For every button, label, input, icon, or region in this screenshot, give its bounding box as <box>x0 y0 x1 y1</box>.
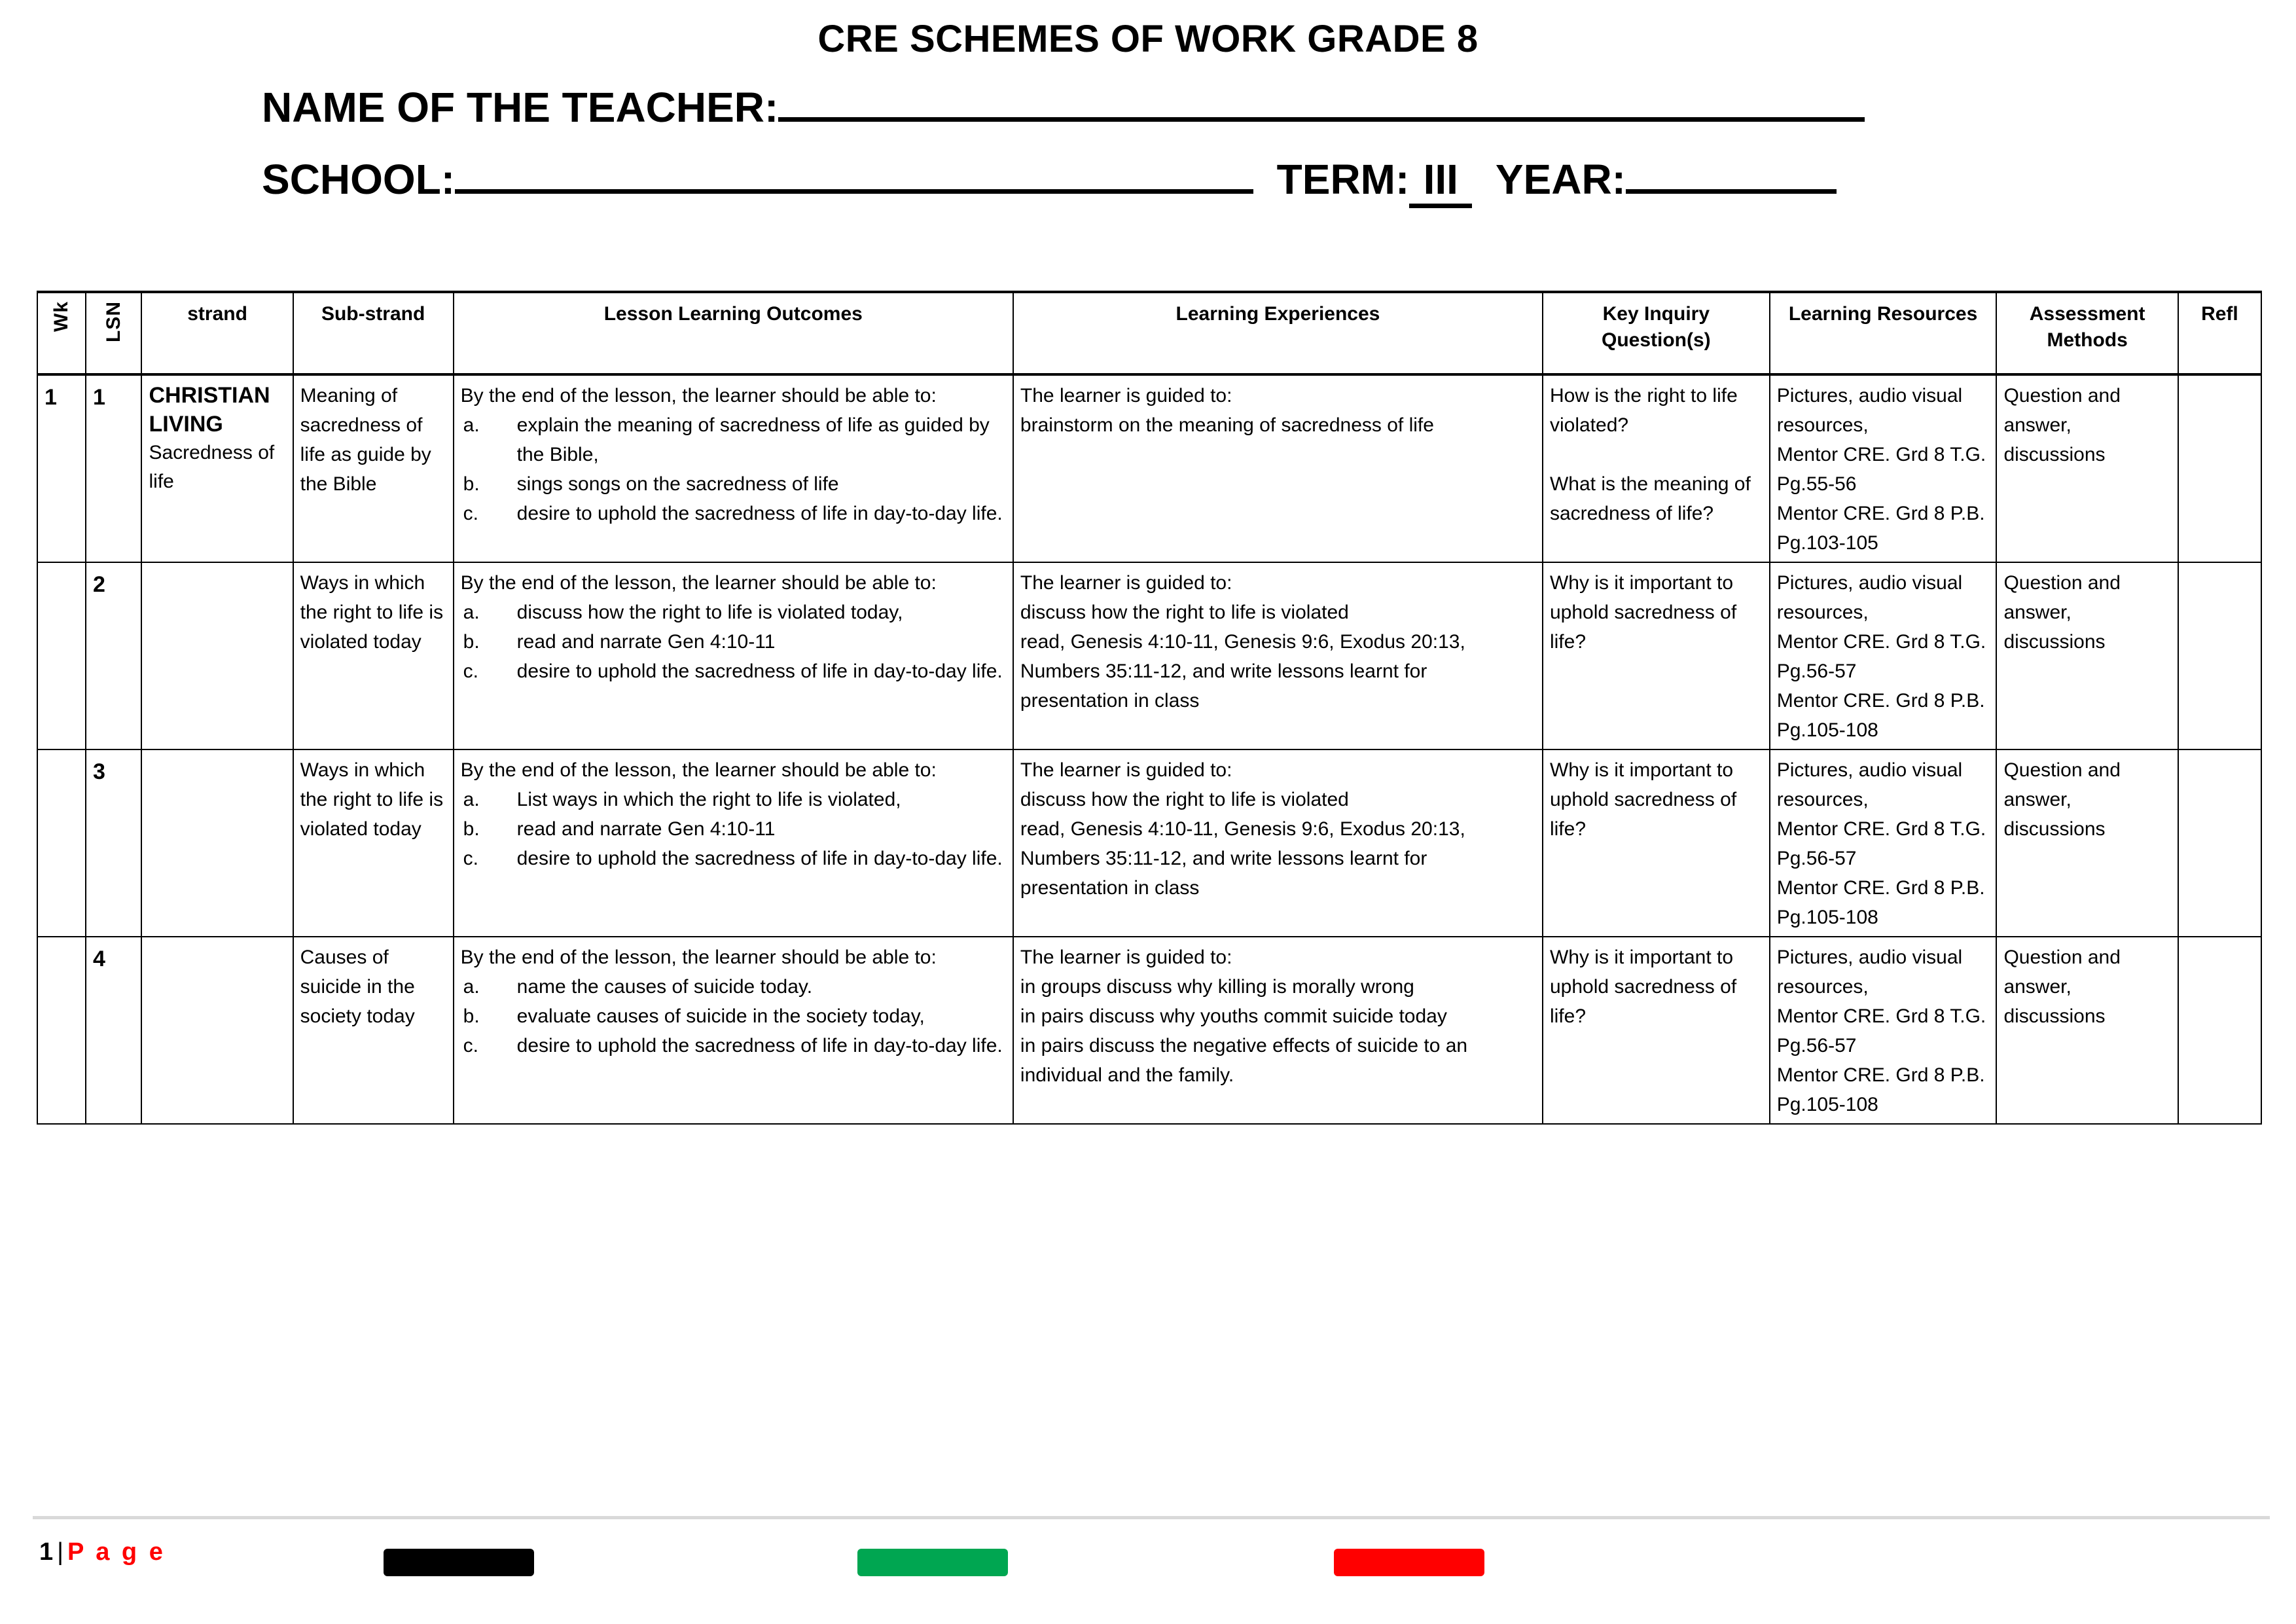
column-header-key-inquiry-questions: Key Inquiry Question(s) <box>1543 292 1770 374</box>
column-header-refl: Refl <box>2178 292 2261 374</box>
outcome-text: discuss how the right to life is violated today, <box>516 602 903 623</box>
text-line: read, Genesis 4:10-11, Genesis 9:6, Exodus 20:13, Numbers 35:11-12, and write lessons learnt for presentation in class <box>1020 818 1465 899</box>
text-line: Mentor CRE. Grd 8 T.G. Pg.56-57 <box>1776 1005 1986 1056</box>
cell-learning-experiences <box>1013 562 1543 749</box>
outcome-marker: c. <box>463 848 478 869</box>
text-line: Mentor CRE. Grd 8 P.B. Pg.105-108 <box>1776 690 1985 741</box>
page-number-label <box>39 1538 166 1566</box>
key-inquiry-lines <box>1550 943 1763 1031</box>
text-line: Why is it important to uphold sacredness of life? <box>1549 572 1737 653</box>
outcome-marker: b. <box>463 1005 480 1027</box>
outcomes-lead: By the end of the lesson, the learner should be able to: <box>460 572 937 594</box>
cell-assessment-methods <box>1996 937 2178 1124</box>
column-header-lsn: LSN <box>86 292 142 374</box>
outcome-marker: a. <box>463 414 480 436</box>
experiences-lines <box>1020 785 1535 903</box>
outcome-item <box>461 627 1006 657</box>
outcomes-lead: By the end of the lesson, the learner should be able to: <box>460 947 937 968</box>
cell-refl <box>2178 749 2261 937</box>
footer-page-number: 1 <box>39 1538 54 1566</box>
cell-key-inquiry-questions <box>1543 562 1770 749</box>
outcome-marker: c. <box>463 660 478 682</box>
cell-week <box>37 562 86 749</box>
column-header-sub-strand: Sub-strand <box>293 292 454 374</box>
cell-week <box>37 937 86 1124</box>
outcome-item <box>461 469 1006 499</box>
text-line: Question and answer, discussions <box>2003 385 2121 465</box>
outcome-item <box>461 814 1006 844</box>
text-line <box>1550 440 1763 469</box>
outcome-item <box>461 598 1006 627</box>
experiences-lead: The learner is guided to: <box>1020 572 1232 594</box>
outcome-text: List ways in which the right to life is violated, <box>516 789 901 810</box>
column-header-learning-resources: Learning Resources <box>1770 292 1997 374</box>
text-line: in pairs discuss why youths commit suicide today <box>1020 1005 1447 1027</box>
key-inquiry-lines <box>1550 568 1763 657</box>
cell-lesson-learning-outcomes <box>454 937 1013 1124</box>
cell-refl <box>2178 374 2261 562</box>
table-row <box>37 562 2261 749</box>
cell-strand <box>141 374 293 562</box>
key-inquiry-lines <box>1550 755 1763 844</box>
footer-divider <box>33 1516 2270 1519</box>
text-line: in groups discuss why killing is morally wrong <box>1020 976 1414 998</box>
outcome-text: desire to uphold the sacredness of life in day-to-day life. <box>516 503 1003 524</box>
text-line: Pictures, audio visual resources, <box>1776 572 1963 623</box>
column-header-lesson-learning-outcomes: Lesson Learning Outcomes <box>454 292 1013 374</box>
outcome-text: sings songs on the sacredness of life <box>516 473 839 495</box>
column-header-learning-experiences: Learning Experiences <box>1013 292 1543 374</box>
text-line: What is the meaning of sacredness of life? <box>1549 473 1751 524</box>
school-value-blank[interactable] <box>455 160 1253 194</box>
cell-key-inquiry-questions <box>1543 374 1770 562</box>
column-header-strand: strand <box>141 292 293 374</box>
cell-assessment-methods <box>1996 562 2178 749</box>
strand-sub-text: Sacredness of life <box>149 442 275 492</box>
school-term-year-field-line <box>0 155 2296 208</box>
outcomes-list <box>461 410 1006 528</box>
outcome-marker: b. <box>463 818 480 840</box>
resources-lines <box>1777 568 1990 745</box>
cell-lesson: 1 <box>86 374 142 562</box>
outcome-item <box>461 410 1006 469</box>
outcome-text: desire to uphold the sacredness of life in day-to-day life. <box>516 1035 1003 1056</box>
cell-lesson: 4 <box>86 937 142 1124</box>
text-line: discuss how the right to life is violated <box>1020 602 1349 623</box>
outcome-item <box>461 1031 1006 1060</box>
cell-key-inquiry-questions <box>1543 937 1770 1124</box>
teacher-value-blank[interactable] <box>778 88 1865 122</box>
table-row <box>37 749 2261 937</box>
outcome-marker: a. <box>463 602 480 623</box>
text-line: Mentor CRE. Grd 8 P.B. Pg.105-108 <box>1776 1064 1985 1115</box>
outcome-item <box>461 657 1006 686</box>
assessment-lines <box>2003 381 2170 469</box>
column-header-wk: Wk <box>37 292 86 374</box>
cell-week <box>37 749 86 937</box>
cell-learning-resources <box>1770 562 1997 749</box>
outcome-text: evaluate causes of suicide in the society today, <box>516 1005 925 1027</box>
page-footer <box>37 1532 2262 1604</box>
outcome-item <box>461 844 1006 873</box>
experiences-lead: The learner is guided to: <box>1020 947 1232 968</box>
text-line: Question and answer, discussions <box>2003 759 2121 840</box>
outcome-marker: a. <box>463 976 480 998</box>
text-line: Mentor CRE. Grd 8 T.G. Pg.56-57 <box>1776 631 1986 682</box>
table-row <box>37 937 2261 1124</box>
cell-refl <box>2178 562 2261 749</box>
cell-week: 1 <box>37 374 86 562</box>
term-value[interactable]: III <box>1409 155 1472 208</box>
text-line: in pairs discuss the negative effects of suicide to an individual and the family. <box>1020 1035 1468 1086</box>
cell-lesson-learning-outcomes <box>454 374 1013 562</box>
outcome-item <box>461 499 1006 528</box>
outcome-marker: c. <box>463 503 478 524</box>
cell-learning-experiences <box>1013 749 1543 937</box>
experiences-lines <box>1020 598 1535 715</box>
assessment-lines <box>2003 943 2170 1031</box>
experiences-lead: The learner is guided to: <box>1020 759 1232 781</box>
table-row <box>37 374 2261 562</box>
text-line: read, Genesis 4:10-11, Genesis 9:6, Exodus 20:13, Numbers 35:11-12, and write lessons learnt for presentation in class <box>1020 631 1465 712</box>
color-swatch-red <box>1334 1549 1484 1576</box>
table-header-row <box>37 292 2261 374</box>
cell-assessment-methods <box>1996 374 2178 562</box>
cell-learning-resources <box>1770 749 1997 937</box>
year-value-blank[interactable] <box>1626 160 1837 194</box>
term-label: TERM: <box>1276 156 1410 203</box>
resources-lines <box>1777 755 1990 932</box>
text-line: Pictures, audio visual resources, <box>1776 759 1963 810</box>
cell-sub-strand: Causes of suicide in the society today <box>293 937 454 1124</box>
school-label: SCHOOL: <box>262 156 456 203</box>
text-line: brainstorm on the meaning of sacredness of life <box>1020 414 1434 436</box>
experiences-lines <box>1020 972 1535 1090</box>
teacher-label: NAME OF THE TEACHER: <box>262 84 779 131</box>
experiences-lines <box>1020 410 1535 440</box>
cell-lesson-learning-outcomes <box>454 562 1013 749</box>
color-swatch-black <box>384 1549 534 1576</box>
text-line: Why is it important to uphold sacredness of life? <box>1549 759 1737 840</box>
cell-sub-strand: Ways in which the right to life is violated today <box>293 562 454 749</box>
outcome-text: explain the meaning of sacredness of life as guided by the Bible, <box>516 414 990 465</box>
text-line: Mentor CRE. Grd 8 T.G. Pg.55-56 <box>1776 444 1986 495</box>
outcome-text: desire to uphold the sacredness of life in day-to-day life. <box>516 848 1003 869</box>
key-inquiry-lines <box>1550 381 1763 528</box>
schemes-table-wrapper <box>37 291 2262 1125</box>
text-line: Question and answer, discussions <box>2003 572 2121 653</box>
assessment-lines <box>2003 755 2170 844</box>
text-line: Pictures, audio visual resources, <box>1776 947 1963 998</box>
cell-lesson: 3 <box>86 749 142 937</box>
cell-lesson-learning-outcomes <box>454 749 1013 937</box>
cell-strand <box>141 749 293 937</box>
cell-sub-strand: Meaning of sacredness of life as guide by the Bible <box>293 374 454 562</box>
outcome-item <box>461 1001 1006 1031</box>
outcome-text: name the causes of suicide today. <box>516 976 813 998</box>
outcomes-lead: By the end of the lesson, the learner should be able to: <box>460 385 937 406</box>
outcomes-list <box>461 972 1006 1060</box>
text-line: How is the right to life violated? <box>1549 385 1738 436</box>
page-title: CRE SCHEMES OF WORK GRADE 8 <box>817 18 1479 60</box>
outcome-text: read and narrate Gen 4:10-11 <box>516 818 776 840</box>
color-swatch-green <box>857 1549 1008 1576</box>
cell-learning-experiences <box>1013 374 1543 562</box>
resources-lines <box>1777 943 1990 1119</box>
cell-strand <box>141 562 293 749</box>
outcome-text: desire to uphold the sacredness of life in day-to-day life. <box>516 660 1003 682</box>
schemes-of-work-table <box>37 291 2262 1125</box>
outcomes-list <box>461 598 1006 686</box>
outcome-marker: a. <box>463 789 480 810</box>
strand-main: CHRISTIAN LIVING <box>149 383 270 437</box>
text-line: Pictures, audio visual resources, <box>1776 385 1963 436</box>
outcome-marker: b. <box>463 473 480 495</box>
outcome-marker: b. <box>463 631 480 653</box>
footer-separator: | <box>57 1538 64 1566</box>
text-line: Mentor CRE. Grd 8 T.G. Pg.56-57 <box>1776 818 1986 869</box>
year-label: YEAR: <box>1495 156 1626 203</box>
experiences-lead: The learner is guided to: <box>1020 385 1232 406</box>
table-body <box>37 374 2261 1124</box>
text-line: Mentor CRE. Grd 8 P.B. Pg.105-108 <box>1776 877 1985 928</box>
text-line: Why is it important to uphold sacredness of life? <box>1549 947 1737 1027</box>
outcomes-lead: By the end of the lesson, the learner should be able to: <box>460 759 937 781</box>
text-line: discuss how the right to life is violated <box>1020 789 1349 810</box>
outcome-text: read and narrate Gen 4:10-11 <box>516 631 776 653</box>
outcome-item <box>461 785 1006 814</box>
cell-strand <box>141 937 293 1124</box>
cell-sub-strand: Ways in which the right to life is violated today <box>293 749 454 937</box>
column-header-assessment-methods: Assessment Methods <box>1996 292 2178 374</box>
text-line: Mentor CRE. Grd 8 P.B. Pg.103-105 <box>1776 503 1985 554</box>
cell-learning-resources <box>1770 937 1997 1124</box>
cell-refl <box>2178 937 2261 1124</box>
cell-assessment-methods <box>1996 749 2178 937</box>
cell-learning-resources <box>1770 374 1997 562</box>
assessment-lines <box>2003 568 2170 657</box>
outcome-marker: c. <box>463 1035 478 1056</box>
text-line: Question and answer, discussions <box>2003 947 2121 1027</box>
teacher-field-line <box>0 83 2296 132</box>
cell-lesson: 2 <box>86 562 142 749</box>
resources-lines <box>1777 381 1990 558</box>
outcomes-list <box>461 785 1006 873</box>
cell-key-inquiry-questions <box>1543 749 1770 937</box>
outcome-item <box>461 972 1006 1001</box>
footer-page-word: P a g e <box>67 1538 166 1566</box>
cell-learning-experiences <box>1013 937 1543 1124</box>
